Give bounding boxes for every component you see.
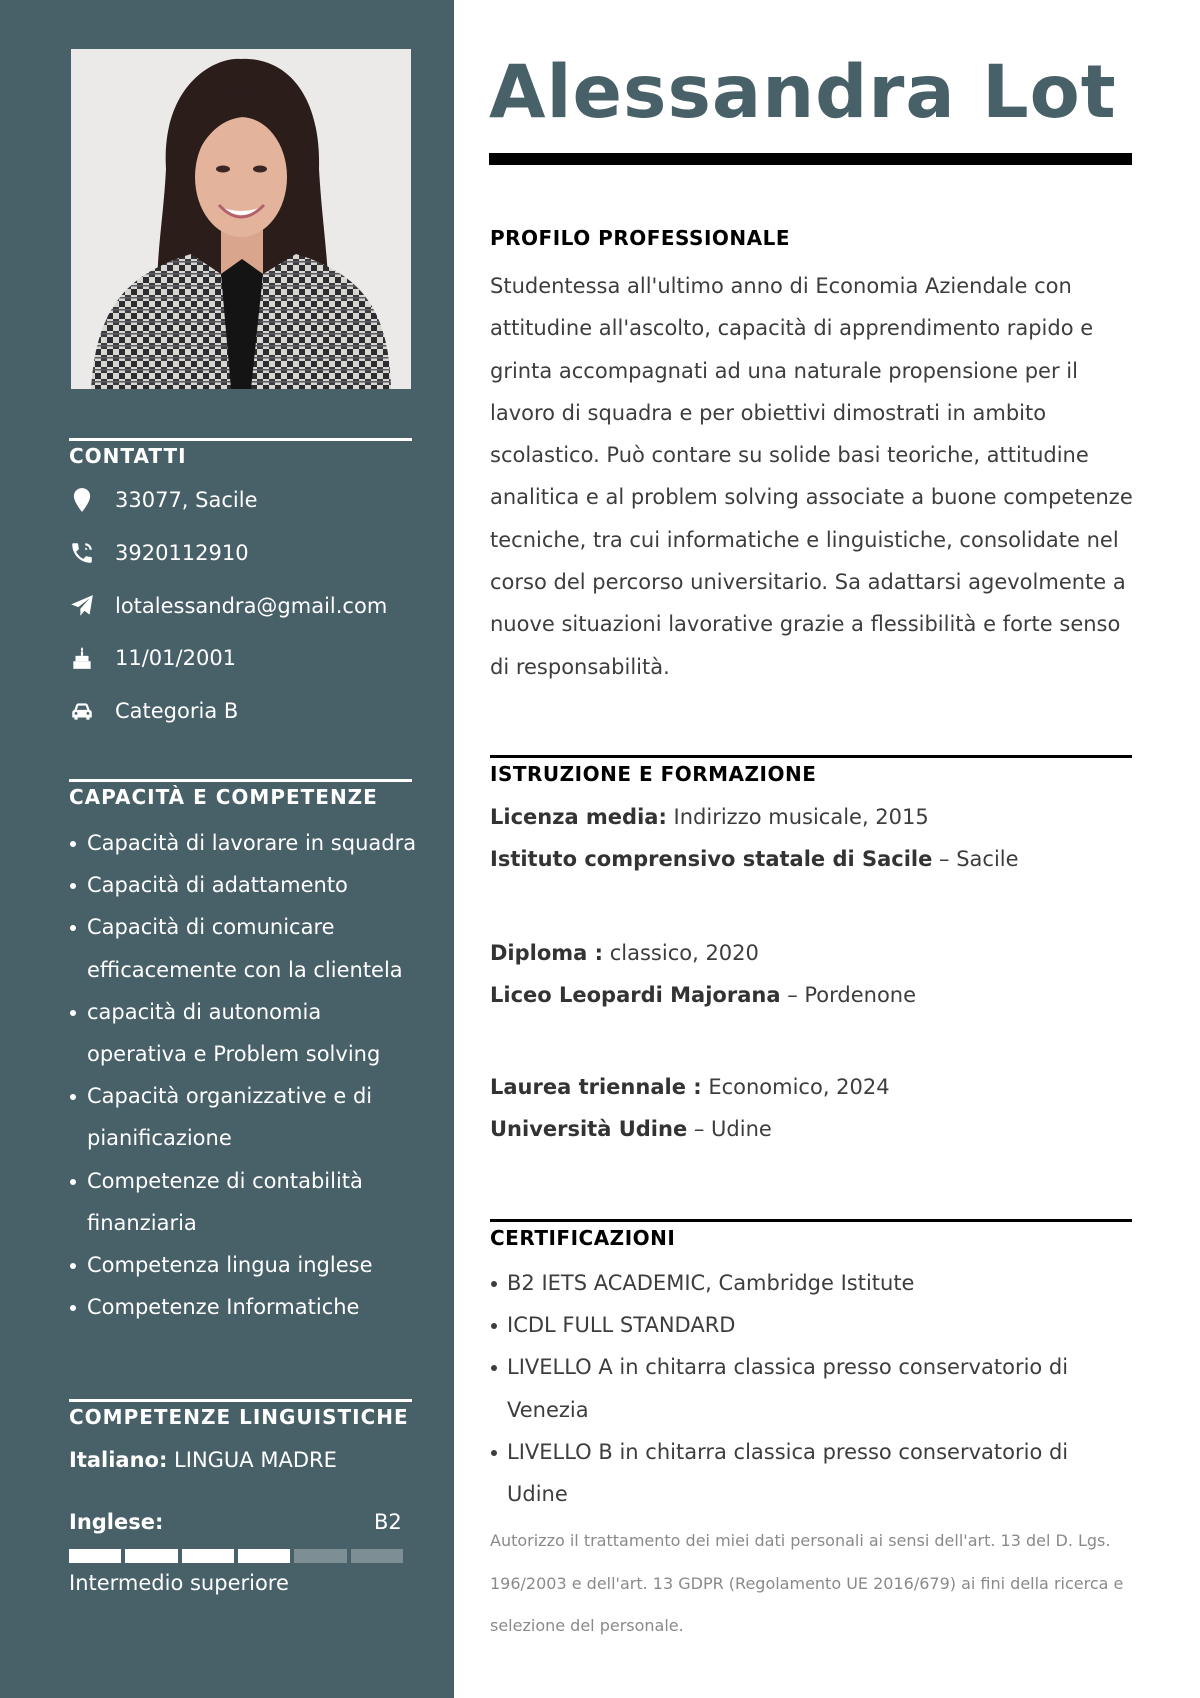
- list-item: Competenze di contabilità finanziaria: [69, 1160, 419, 1244]
- english-level-bar: [69, 1549, 403, 1563]
- contacts-heading: CONTATTI: [69, 438, 412, 468]
- level-segment: [294, 1549, 346, 1563]
- car-icon: [67, 697, 97, 725]
- school-city: – Pordenone: [780, 983, 917, 1007]
- list-item: LIVELLO B in chitarra classica presso conservatorio di Udine: [490, 1431, 1120, 1515]
- education-degree: [490, 805, 929, 829]
- degree-label: Laurea triennale :: [490, 1075, 702, 1099]
- education-school: [490, 1117, 772, 1141]
- degree-value: Indirizzo musicale, 2015: [666, 805, 929, 829]
- contact-phone-text: 3920112910: [115, 541, 249, 565]
- level-segment: [182, 1549, 234, 1563]
- contact-email: [67, 590, 387, 622]
- contact-birthdate: [67, 642, 236, 674]
- level-segment: [351, 1549, 403, 1563]
- school-name: Liceo Leopardi Majorana: [490, 983, 781, 1007]
- degree-value: Economico, 2024: [701, 1075, 890, 1099]
- certifications-heading: CERTIFICAZIONI: [490, 1219, 1132, 1250]
- list-item: Capacità di lavorare in squadra: [69, 822, 419, 864]
- candidate-name: Alessandra Lot: [489, 50, 1117, 135]
- school-city: – Udine: [687, 1117, 772, 1141]
- contact-email-text[interactable]: lotalessandra@gmail.com: [115, 594, 388, 618]
- school-name: Università Udine: [490, 1117, 688, 1141]
- education-school: [490, 983, 916, 1007]
- school-city: – Sacile: [932, 847, 1019, 871]
- degree-label: Diploma :: [490, 941, 604, 965]
- profile-heading: PROFILO PROFESSIONALE: [490, 226, 791, 250]
- sidebar: [0, 0, 454, 1698]
- level-segment: [125, 1549, 177, 1563]
- list-item: LIVELLO A in chitarra classica presso conservatorio di Venezia: [490, 1346, 1120, 1430]
- phone-icon: [67, 539, 97, 567]
- education-heading: ISTRUZIONE E FORMAZIONE: [490, 755, 1132, 786]
- profile-text: Studentessa all'ultimo anno di Economia Aziendale con attitudine all'ascolto, capacità di apprendimento rapido e grinta accompagnati ad una naturale propensione per il lavoro di squadra e per obiettivi dimostrati in ambito scolastico. Può contare su solide basi teoriche, attitudine analitica e al problem solving associate a buone competenze tecniche, tra cui informatiche e linguistiche, consolidate nel corso del percorso universitario. Sa adattarsi agevolmente a nuove situazioni lavorative grazie a flessibilità e forte senso di responsabilità.: [490, 274, 1133, 679]
- native-language-value: LINGUA MADRE: [167, 1448, 337, 1472]
- contact-address: [67, 484, 258, 516]
- languages-heading: COMPETENZE LINGUISTICHE: [69, 1399, 412, 1429]
- english-description: Intermedio superiore: [69, 1571, 289, 1595]
- list-item: Competenze Informatiche: [69, 1286, 419, 1328]
- privacy-consent: Autorizzo il trattamento dei miei dati personali ai sensi dell'art. 13 del D. Lgs. 196/2003 e dell'art. 13 GDPR (Regolamento UE 2016/679) ai fini della ricerca e selezione del personale.: [490, 1531, 1124, 1636]
- contact-phone: [67, 537, 249, 569]
- contact-address-text: 33077, Sacile: [115, 488, 258, 512]
- skills-heading: CAPACITÀ E COMPETENZE: [69, 779, 412, 809]
- list-item: Capacità di comunicare efficacemente con la clientela: [69, 906, 419, 990]
- list-item: Capacità di adattamento: [69, 864, 419, 906]
- education-degree: [490, 941, 759, 965]
- paper-plane-icon: [67, 592, 97, 620]
- education-degree: [490, 1075, 890, 1099]
- native-language-label: Italiano:: [69, 1448, 168, 1472]
- school-name: Istituto comprensivo statale di Sacile: [490, 847, 933, 871]
- contact-license-text: Categoria B: [115, 699, 239, 723]
- list-item: ICDL FULL STANDARD: [490, 1304, 1120, 1346]
- profile-photo: [71, 49, 411, 389]
- certifications-list: [490, 1262, 1120, 1515]
- list-item: B2 IETS ACADEMIC, Cambridge Istitute: [490, 1262, 1120, 1304]
- english-label: Inglese:: [69, 1510, 164, 1534]
- degree-value: classico, 2020: [603, 941, 759, 965]
- contact-birthdate-text: 11/01/2001: [115, 646, 237, 670]
- name-underline: [489, 153, 1132, 165]
- contact-license: [67, 695, 238, 727]
- list-item: capacità di autonomia operativa e Problem solving: [69, 991, 419, 1075]
- degree-label: Licenza media:: [490, 805, 667, 829]
- level-segment: [238, 1549, 290, 1563]
- level-segment: [69, 1549, 121, 1563]
- native-language: [69, 1448, 337, 1472]
- english-level: B2: [374, 1510, 402, 1534]
- list-item: Competenza lingua inglese: [69, 1244, 419, 1286]
- skills-list: [69, 822, 419, 1328]
- location-pin-icon: [67, 486, 97, 514]
- list-item: Capacità organizzative e di pianificazione: [69, 1075, 419, 1159]
- birthday-cake-icon: [67, 644, 97, 672]
- education-school: [490, 847, 1019, 871]
